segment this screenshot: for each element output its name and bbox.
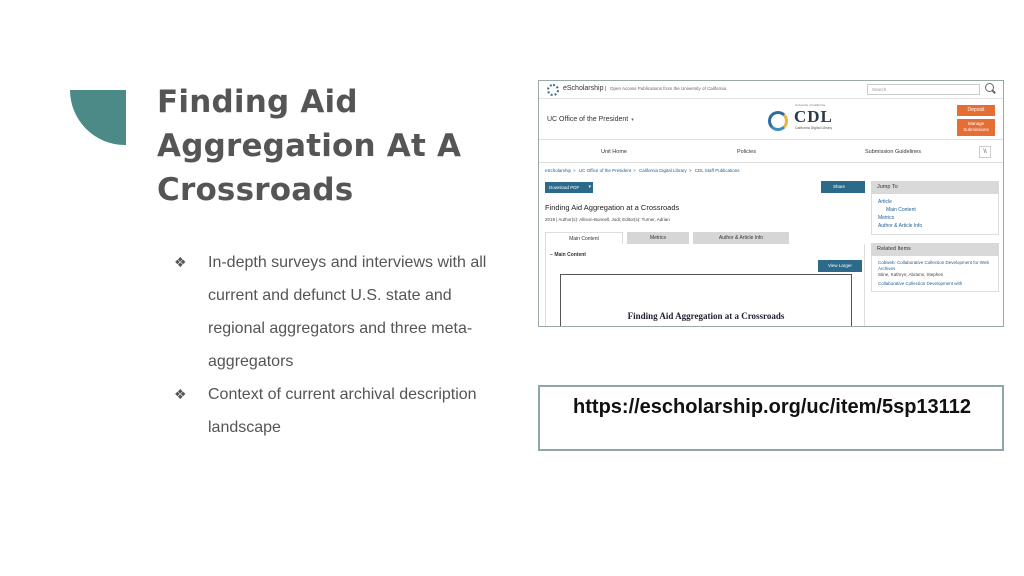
- deposit-button[interactable]: Deposit: [957, 105, 995, 116]
- unit-selector[interactable]: UC Office of the President ▾: [547, 116, 634, 123]
- bullet-text: In-depth surveys and interviews with all current and defunct U.S. state and regional aggregators and three meta-aggregators: [208, 254, 487, 370]
- tab-author-info[interactable]: Author & Article Info: [693, 232, 789, 244]
- bullet-item: [172, 378, 512, 444]
- diamond-bullet-icon: ❖: [174, 386, 187, 402]
- cdl-logo-text: CDL: [794, 107, 833, 126]
- related-list: [871, 256, 999, 292]
- jump-link-metrics[interactable]: Metrics: [878, 215, 895, 221]
- breadcrumb-item[interactable]: CDL Staff Publications: [694, 168, 740, 173]
- jump-link-author-info[interactable]: Author & Article Info: [878, 223, 923, 229]
- cdl-logo-icon: [768, 111, 788, 131]
- escholarship-logo-icon: [547, 84, 559, 96]
- jump-to-links: [871, 194, 999, 235]
- bullet-text: Context of current archival description landscape: [208, 386, 477, 436]
- site-header: [539, 81, 1003, 99]
- related-item-authors: Stine, Kathryn; Abrams, Stephen: [878, 272, 944, 277]
- cdl-university: University of California: [795, 103, 826, 107]
- rss-icon[interactable]: \\: [979, 146, 991, 158]
- bullet-item: [172, 246, 512, 378]
- brand-name[interactable]: eScholarship: [563, 85, 604, 92]
- url-callout: [538, 385, 1004, 451]
- main-content-heading[interactable]: − Main Content: [550, 252, 586, 258]
- related-items: [871, 243, 999, 292]
- jump-link-main-content[interactable]: Main Content: [886, 207, 916, 213]
- main-content-pane: [545, 244, 865, 327]
- related-item-title[interactable]: Cobweb: Collaborative Collection Development for Web Archives: [878, 260, 989, 271]
- unit-header: [539, 99, 1004, 140]
- jump-link-article[interactable]: Article: [878, 199, 892, 205]
- breadcrumb-item[interactable]: UC Office of the President: [578, 168, 632, 173]
- breadcrumb-item[interactable]: California Digital Library: [639, 168, 687, 173]
- related-items-heading: Related Items: [871, 243, 999, 256]
- nav-policies[interactable]: Policies: [737, 149, 756, 155]
- breadcrumb-sep: >: [688, 168, 692, 173]
- nav-submission-guidelines[interactable]: Submission Guidelines: [865, 149, 921, 155]
- accent-quarter-circle: [70, 90, 126, 145]
- breadcrumb-sep: >: [573, 168, 576, 173]
- breadcrumb-sep: >: [633, 168, 636, 173]
- search-icon[interactable]: [985, 83, 994, 92]
- unit-nav: [539, 141, 1004, 163]
- search-input[interactable]: Search: [867, 84, 980, 95]
- tab-metrics[interactable]: Metrics: [627, 232, 689, 244]
- slide-title: Finding Aid Aggregation At A Crossroads: [157, 84, 462, 208]
- bullet-list: [172, 246, 512, 444]
- pdf-preview[interactable]: [560, 274, 852, 327]
- item-meta: 2019 | Author(s): Allison-Bunnell, Jodi; Editor(s): Turner, Adrian: [545, 217, 670, 222]
- paper-title: Finding Aid Aggregation at a Crossroads: [627, 311, 785, 321]
- breadcrumb-item[interactable]: eScholarship: [545, 168, 572, 173]
- manage-submissions-button[interactable]: Manage Submissions: [957, 119, 995, 136]
- jump-to-heading: Jump To: [871, 181, 999, 194]
- brand-tagline: Open Access Publications from the University of California: [605, 86, 726, 91]
- share-button[interactable]: Share: [821, 181, 865, 193]
- chevron-down-icon: ▾: [631, 117, 634, 123]
- item-url-link[interactable]: https://escholarship.org/uc/item/5sp13112: [573, 396, 971, 418]
- related-item-title[interactable]: Collaborative Collection Development with: [878, 281, 963, 286]
- tab-main-content[interactable]: Main Content: [545, 232, 623, 244]
- download-pdf-button[interactable]: Download PDF ▾: [545, 182, 593, 193]
- cdl-subtitle: California Digital Library: [795, 126, 833, 130]
- nav-unit-home[interactable]: Unit Home: [601, 149, 627, 155]
- escholarship-screenshot: [538, 80, 1004, 327]
- diamond-bullet-icon: ❖: [174, 254, 187, 270]
- item-title: Finding Aid Aggregation at a Crossroads: [545, 203, 680, 212]
- breadcrumb: [545, 168, 740, 173]
- sidebar: [871, 181, 999, 292]
- view-larger-button[interactable]: View Larger: [818, 260, 862, 272]
